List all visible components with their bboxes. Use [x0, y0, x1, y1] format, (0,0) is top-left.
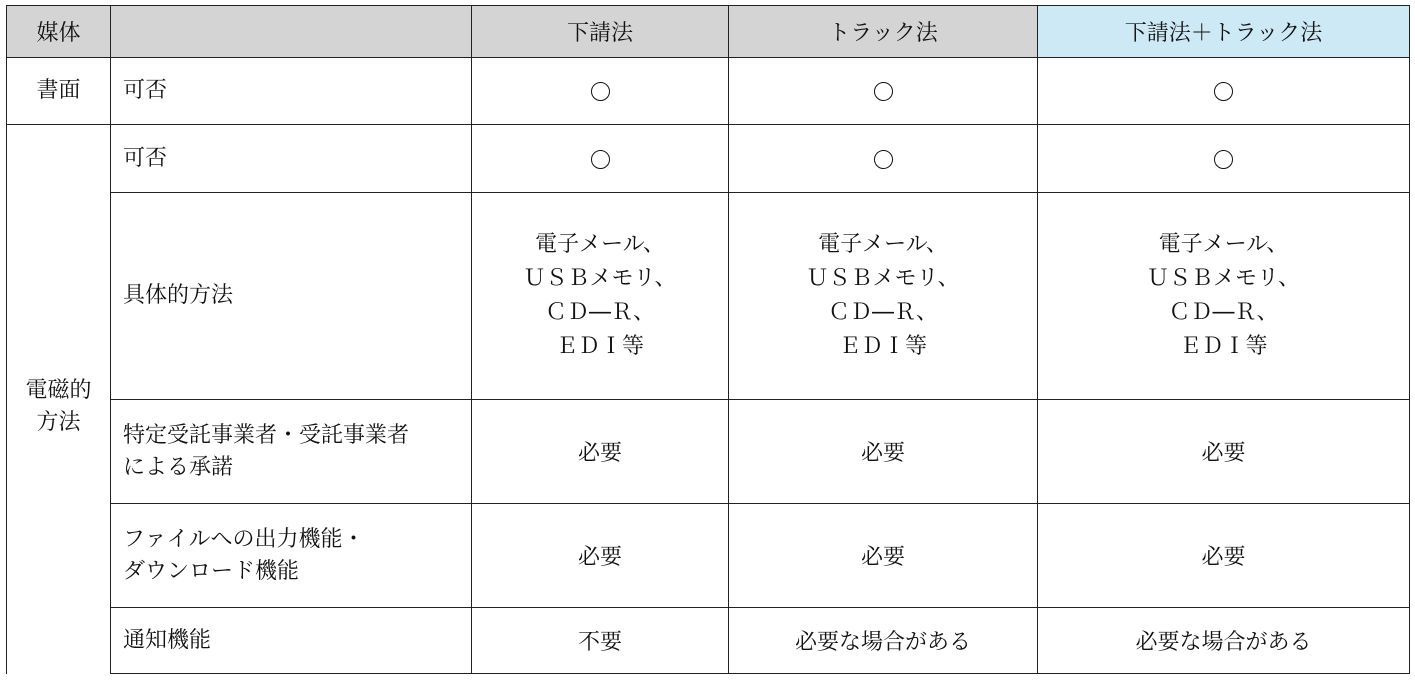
methods-line: ＥＤＩ等: [1179, 334, 1268, 359]
electronic-availability-row: [7, 125, 1410, 193]
methods-line: ＣＤ―Ｒ、: [827, 300, 938, 325]
circle-mark: [591, 150, 610, 169]
methods-line: ＥＤＩ等: [838, 334, 927, 359]
methods-line: ＣＤ―Ｒ、: [1168, 300, 1279, 325]
methods-col2: [729, 193, 1038, 400]
methods-row: [7, 193, 1410, 400]
circle-mark: [1214, 82, 1233, 101]
methods-line: ＥＤＩ等: [555, 334, 644, 359]
methods-line: ＵＳＢメモリ、: [1147, 266, 1300, 291]
methods-line: ＵＳＢメモリ、: [523, 266, 677, 291]
media-electronic-line2: 方法: [36, 409, 81, 435]
notification-row: [7, 608, 1410, 674]
methods-col3: [1038, 193, 1410, 400]
paper-availability-label: 可否: [111, 58, 472, 125]
media-paper: 書面: [7, 58, 111, 125]
notification-col3: 必要な場合がある: [1038, 608, 1410, 674]
methods-line: 電子メール、: [818, 232, 948, 257]
consent-col3: 必要: [1038, 400, 1410, 504]
methods-line: ＣＤ―Ｒ、: [544, 300, 655, 325]
paper-col3-cell: [1038, 58, 1410, 125]
electronic-availability-label: 可否: [111, 125, 472, 193]
media-electronic: [7, 125, 111, 674]
consent-label-line1: 特定受託事業者・受託事業者: [123, 422, 410, 448]
circle-mark: [874, 150, 893, 169]
electronic-col2-cell: [729, 125, 1038, 193]
circle-mark: [874, 82, 893, 101]
comparison-table: [6, 5, 1410, 674]
circle-mark: [591, 82, 610, 101]
output-col2: 必要: [729, 504, 1038, 608]
notification-col1: 不要: [472, 608, 729, 674]
electronic-col3-cell: [1038, 125, 1410, 193]
consent-label-line2: による承諾: [123, 454, 234, 480]
output-row: [7, 504, 1410, 608]
header-combined: 下請法＋トラック法: [1038, 6, 1410, 58]
output-label: [111, 504, 472, 608]
electronic-col1-cell: [472, 125, 729, 193]
methods-line: 電子メール、: [1158, 232, 1289, 257]
header-media: 媒体: [7, 6, 111, 58]
header-row: [7, 6, 1410, 58]
header-item: [111, 6, 472, 58]
consent-label: [111, 400, 472, 504]
paper-col1-cell: [472, 58, 729, 125]
notification-label: 通知機能: [111, 608, 472, 674]
consent-col2: 必要: [729, 400, 1038, 504]
output-col3: 必要: [1038, 504, 1410, 608]
consent-row: [7, 400, 1410, 504]
methods-col1: [472, 193, 729, 400]
output-label-line1: ファイルへの出力機能・: [123, 526, 365, 552]
consent-col1: 必要: [472, 400, 729, 504]
paper-row: [7, 58, 1410, 125]
output-col1: 必要: [472, 504, 729, 608]
paper-col2-cell: [729, 58, 1038, 125]
header-subcontract-act: 下請法: [472, 6, 729, 58]
media-electronic-line1: 電磁的: [25, 377, 92, 403]
methods-line: 電子メール、: [535, 232, 665, 257]
methods-line: ＵＳＢメモリ、: [806, 266, 960, 291]
header-truck-act: トラック法: [729, 6, 1038, 58]
circle-mark: [1214, 150, 1233, 169]
notification-col2: 必要な場合がある: [729, 608, 1038, 674]
methods-label: 具体的方法: [111, 193, 472, 400]
output-label-line2: ダウンロード機能: [123, 558, 300, 584]
